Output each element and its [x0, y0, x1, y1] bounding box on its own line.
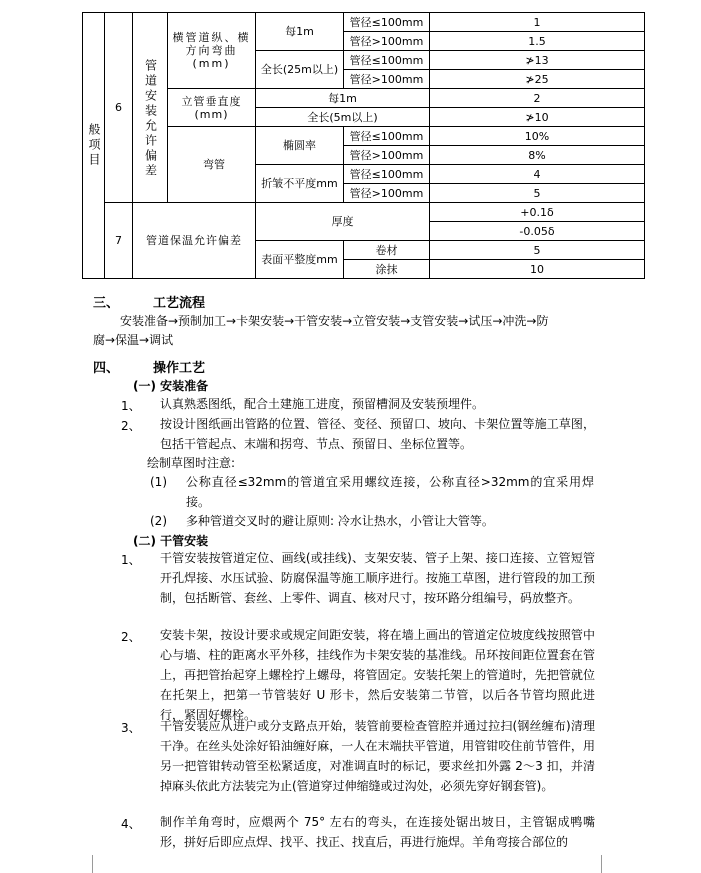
vertical-label: 立管垂直度(mm) — [168, 89, 256, 127]
vertical-per-1m-label: 每1m — [256, 89, 430, 108]
section4-heading — [93, 357, 206, 376]
tolerance-value: 4 — [430, 165, 645, 184]
item-text: 制作羊角弯时，应煨两个 75° 左右的弯头，在连接处锯出坡日，主管锯成鸭嘴形，拼好后即应点焊、找平、找正、找直后，再进行施焊。羊角弯接合部位的 — [160, 815, 595, 849]
wrinkle-label: 折皱不平度mm — [256, 165, 344, 203]
note-text: 公称直径≤32mm的管道宜采用螺纹连接，公称直径>32mm的宜采用焊接。 — [186, 475, 594, 509]
tolerance-value: ≯25 — [430, 70, 645, 89]
note-text: 多种管道交叉时的避让原则: 冷水让热水，小管让大管等。 — [186, 514, 494, 528]
tolerance-value: +0.1δ — [430, 203, 645, 222]
full-length-25-label: 全长(25m以上) — [256, 51, 344, 89]
item-text: 安装卡架，按设计要求或规定间距安装，将在墙上画出的管道定位坡度线按照管中心与墙、柱的距离水平外移，挂线作为卡架安装的基准线。吊环按间距位置套在管上，再把管抬起穿上螺栓拧上螺母，将管固定。安装托架上的管道时，先把管就位在托架上，把第一节管装好 U 形卡，然后安装第二节管，以后各节管均照此进行，紧固好螺栓。 — [160, 628, 595, 722]
flow-line-2: 腐→保温→调试 — [93, 333, 174, 347]
item-text: 认真熟悉图纸，配合土建施工进度，预留槽洞及安装预埋件。 — [160, 397, 485, 411]
full-length-5-label: 全长(5m以上) — [256, 108, 430, 127]
section3-heading — [93, 292, 206, 311]
per-1m-label: 每1m — [256, 13, 344, 51]
tolerance-value: ≯10 — [430, 108, 645, 127]
tolerance-value: 5 — [430, 241, 645, 260]
pipe-large-label: 管径>100mm — [344, 32, 430, 51]
page-corner-mark — [78, 855, 93, 873]
coat-label: 涂抹 — [344, 260, 430, 279]
subsection-2-title: (二) 干管安装 — [133, 534, 209, 548]
tolerance-value: 1 — [430, 13, 645, 32]
section4-number: 四、 — [93, 361, 120, 376]
row7-index: 7 — [105, 203, 133, 279]
pipe-large-label: 管径>100mm — [344, 146, 430, 165]
item-number: 3、 — [121, 721, 141, 735]
row6-label: 管道安装允许偏差 — [133, 13, 168, 203]
general-items-label: 般项目 — [83, 13, 105, 279]
note-heading: 绘制草图时注意: — [147, 456, 236, 470]
subsection-1-title: (一) 安装准备 — [133, 379, 209, 393]
pipe-small-label: 管径≤100mm — [344, 13, 430, 32]
horiz-label: 横管道纵、横方向弯曲(mm) — [168, 13, 256, 89]
item-number: 1、 — [121, 399, 141, 413]
tolerance-value: 10% — [430, 127, 645, 146]
item-text: 干管安装按管道定位、画线(或挂线)、支架安装、管子上架、接口连接、立管短管开孔焊接、水压试验、防腐保温等施工顺序进行。按施工草图，进行管段的加工预制，包括断管、套丝、上零件、调直、核对尺寸，按环路分组编号，码放整齐。 — [160, 551, 595, 605]
bend-label: 弯管 — [168, 127, 256, 203]
tolerance-value: 5 — [430, 184, 645, 203]
tolerance-table — [82, 12, 645, 279]
ovality-label: 椭圆率 — [256, 127, 344, 165]
section3-number: 三、 — [93, 296, 120, 311]
section3-title: 工艺流程 — [153, 296, 206, 311]
pipe-large-label: 管径>100mm — [344, 70, 430, 89]
item-number: 2、 — [121, 630, 141, 644]
tolerance-value: -0.05δ — [430, 222, 645, 241]
section4-title: 操作工艺 — [153, 361, 206, 376]
item-text: 按设计图纸画出管路的位置、管径、变径、预留口、坡向、卡架位置等施工草图，包括干管起点、末端和拐弯、节点、预留日、坐标位置等。 — [160, 417, 595, 451]
note-number: (2) — [150, 514, 167, 528]
flatness-label: 表面平整度mm — [256, 241, 344, 279]
note-number: (1) — [150, 475, 167, 489]
pipe-small-label: 管径≤100mm — [344, 51, 430, 70]
tolerance-value: 10 — [430, 260, 645, 279]
pipe-large-label: 管径>100mm — [344, 184, 430, 203]
item-number: 2、 — [121, 419, 141, 433]
flow-line-1: 安装准备→预制加工→卡架安装→干管安装→立管安装→支管安装→试压→冲洗→防 — [120, 314, 549, 328]
row7-label: 管道保温允许偏差 — [133, 203, 256, 279]
item-number: 4、 — [121, 817, 141, 831]
page-corner-mark — [601, 855, 616, 873]
tolerance-value: 8% — [430, 146, 645, 165]
item-number: 1、 — [121, 553, 141, 567]
item-text: 干管安装应从进户或分支路点开始，装管前要检查管腔并通过拉扫(钢丝缠布)清理干净。在丝头处涂好铅油缠好麻，一人在末端扶平管道，用管钳咬住前节管件，用另一把管钳转动管至松紧适度，对准调直时的标记，要求丝扣外露 2～3 扣，并清掉麻头依此方法装完为止(管道穿过伸缩缝或过沟处，必须先穿好钢套管)。 — [160, 719, 595, 793]
tolerance-value: 1.5 — [430, 32, 645, 51]
thickness-label: 厚度 — [256, 203, 430, 241]
pipe-small-label: 管径≤100mm — [344, 127, 430, 146]
pipe-small-label: 管径≤100mm — [344, 165, 430, 184]
tolerance-value: 2 — [430, 89, 645, 108]
tolerance-value: ≯13 — [430, 51, 645, 70]
row6-index: 6 — [105, 13, 133, 203]
roll-label: 卷材 — [344, 241, 430, 260]
